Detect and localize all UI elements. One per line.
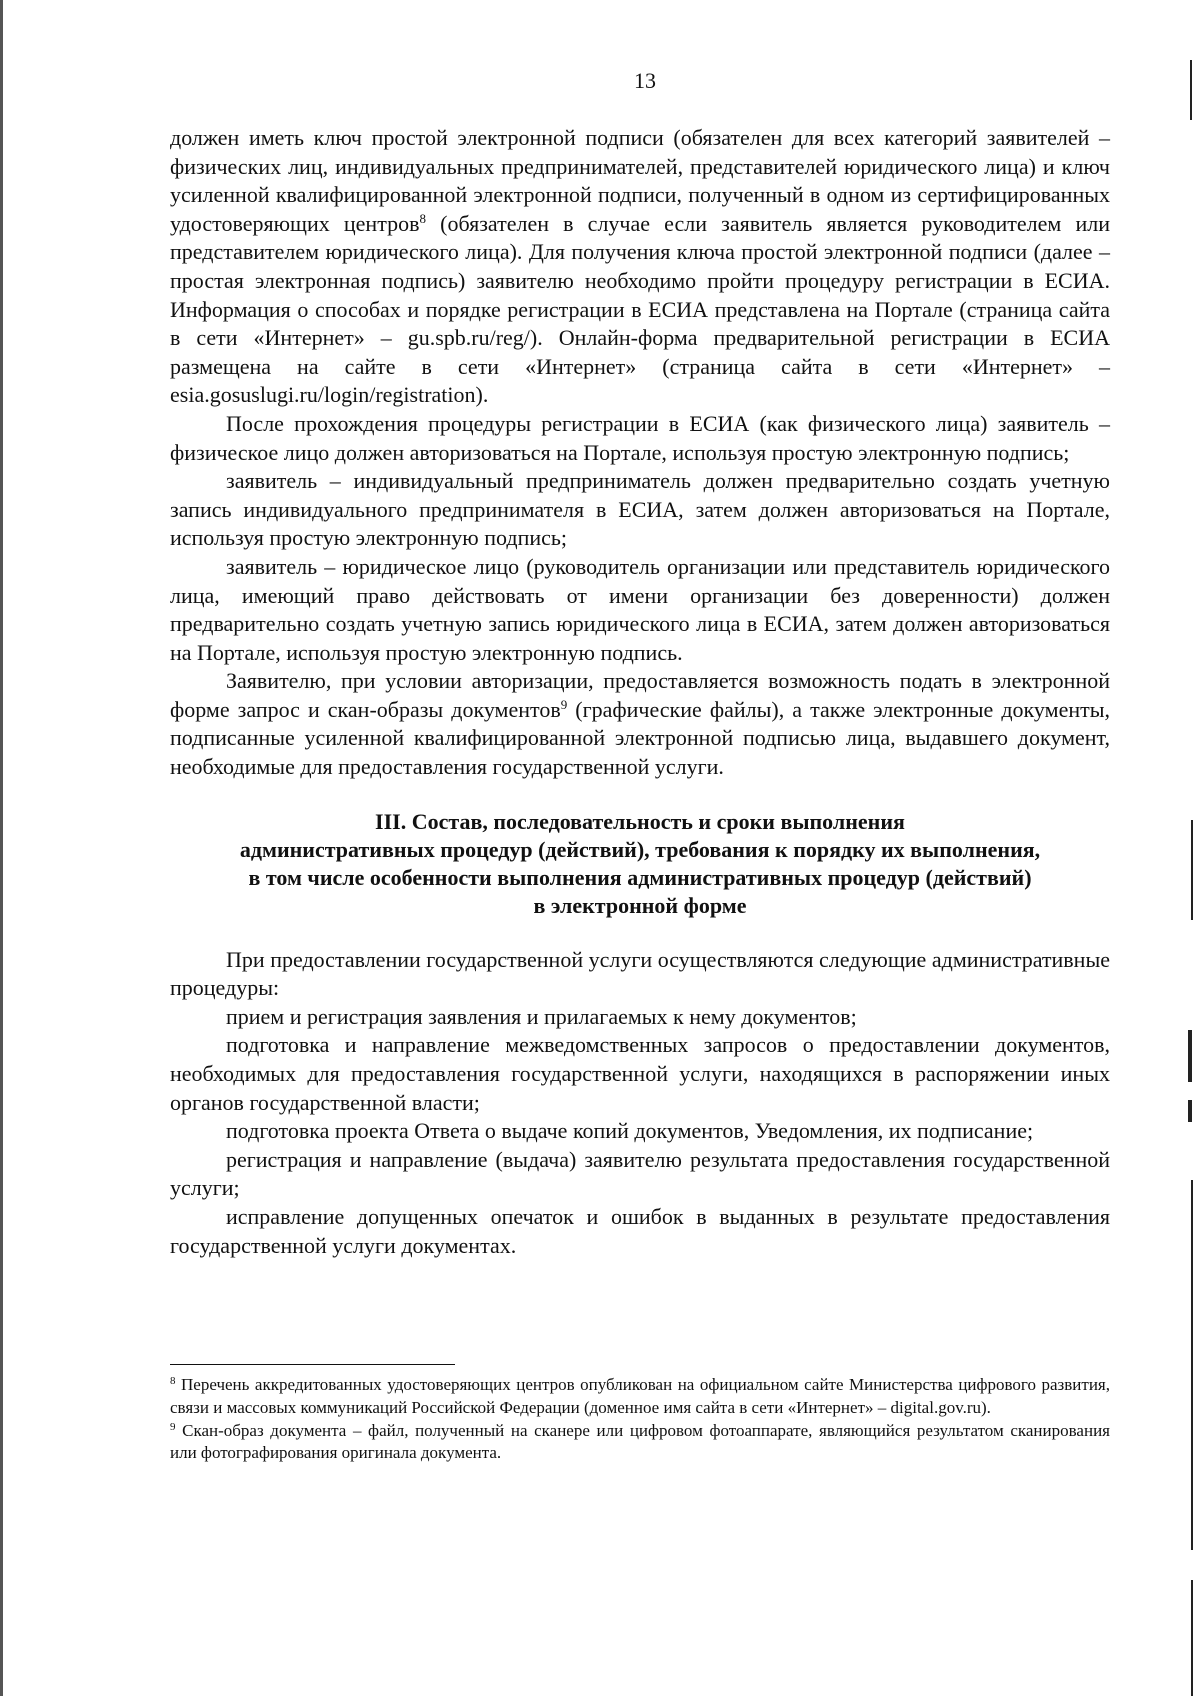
footnote-text: Скан-образ документа – файл, полученный на сканере или цифровом фотоаппарате, являющийся результатом сканирования или фотографирования оригинала документа. (170, 1420, 1110, 1463)
section-heading-line: в электронной форме (533, 892, 747, 918)
paragraph-text: (графические файлы), а также электронные документы, подписанные усиленной квалифицированной электронной подписью лица, выдавшего документ, необходимые для предоставления государственной услуги. (170, 696, 1111, 780)
paragraph: После прохождения процедуры регистрации в ЕСИА (как физического лица) заявитель – физическое лицо должен авторизоваться на Портале, используя простую электронную подпись; (170, 410, 1110, 465)
section-heading-line: административных процедур (действий), требования к порядку их выполнения, (239, 836, 1041, 862)
procedures-intro: При предоставлении государственной услуги осуществляются следующие административные процедуры: (170, 946, 1110, 1001)
scan-edge-line-right (1191, 1180, 1193, 1550)
procedure-item: исправление допущенных опечаток и ошибок в выданных в результате предоставления государственной услуги документах. (170, 1204, 1110, 1258)
procedure-item: прием и регистрация заявления и прилагаемых к нему документов; (226, 1003, 857, 1029)
main-text (170, 124, 1110, 1260)
procedure-item: подготовка и направление межведомственных запросов о предоставлении документов, необходимых для предоставления государственной услуги, находящихся в распоряжении иных органов государственной власти; (170, 1032, 1110, 1115)
paragraph: заявитель – индивидуальный предприниматель должен предварительно создать учетную запись индивидуального предпринимателя в ЕСИА, затем должен авторизоваться на Портале, используя простую электронную подпись; (170, 468, 1110, 551)
paragraph-text: (обязателен в случае если заявитель является руководителем или представителем юридического лица). Для получения ключа простой электронной подписи (далее – простая электронная подпись) заявителю необходимо пройти процедуру регистрации в ЕСИА. Информация о способах и порядке регистрации в ЕСИА представлена на Портале (страница сайта в сети «Интернет» – gu.spb.ru/reg/). Онлайн-форма предварительной регистрации в ЕСИА размещена на сайте в сети «Интернет» (страница сайта в сети «Интернет» – esia.gosuslugi.ru/login/registration). (170, 210, 1110, 408)
footnote (170, 1374, 1110, 1420)
page-number: 13 (634, 68, 656, 93)
scan-edge-line-right (1188, 1100, 1192, 1122)
footnote-number: 9 (170, 1420, 176, 1433)
paragraph (170, 124, 1110, 410)
scan-edge-line-right (1191, 820, 1193, 920)
footnote-reference: 9 (560, 696, 568, 712)
section-heading (170, 808, 1110, 920)
paragraph-text: должен иметь ключ простой электронной подписи (обязателен для всех категорий заявителей – физических лиц, индивидуальных предпринимателей, представителей юридического лица) и ключ усиленной квалифицированной электронной подписи, полученный в одном из сертифицированных удостоверяющих центров (170, 125, 1110, 236)
scan-edge-line-right (1188, 1030, 1192, 1082)
procedure-item: регистрация и направление (выдача) заявителю результата предоставления государственной услуги; (170, 1146, 1110, 1201)
scan-edge-line-left (0, 0, 3, 1696)
paragraph-text: Заявителю, при условии авторизации, предоставляется возможность подать в электронной форме запрос и скан-образы документов (170, 668, 1110, 722)
section-heading-line: в том числе особенности выполнения административных процедур (действий) (248, 864, 1032, 890)
footnote (170, 1420, 1110, 1466)
procedure-item: подготовка проекта Ответа о выдаче копий документов, Уведомления, их подписание; (226, 1118, 1034, 1144)
paragraph: заявитель – юридическое лицо (руководитель организации или представитель юридического лица, имеющий право действовать от имени организации без доверенности) должен предварительно создать учетную запись юридического лица в ЕСИА, затем должен авторизоваться на Портале, используя простую электронную подпись. (170, 553, 1110, 665)
footnotes (170, 1374, 1110, 1465)
footnote-reference: 8 (419, 210, 426, 226)
paragraph (170, 667, 1110, 781)
footnote-text: Перечень аккредитованных удостоверяющих центров опубликован на официальном сайте Министерства цифрового развития, связи и массовых коммуникаций Российской Федерации (доменное имя сайта в сети «Интернет» – digital.gov.ru). (170, 1375, 1110, 1417)
footnote-divider (170, 1364, 455, 1365)
footnote-number: 8 (170, 1375, 176, 1387)
scan-edge-line-right (1191, 1580, 1193, 1696)
section-heading-line: III. Состав, последовательность и сроки выполнения (375, 808, 905, 834)
